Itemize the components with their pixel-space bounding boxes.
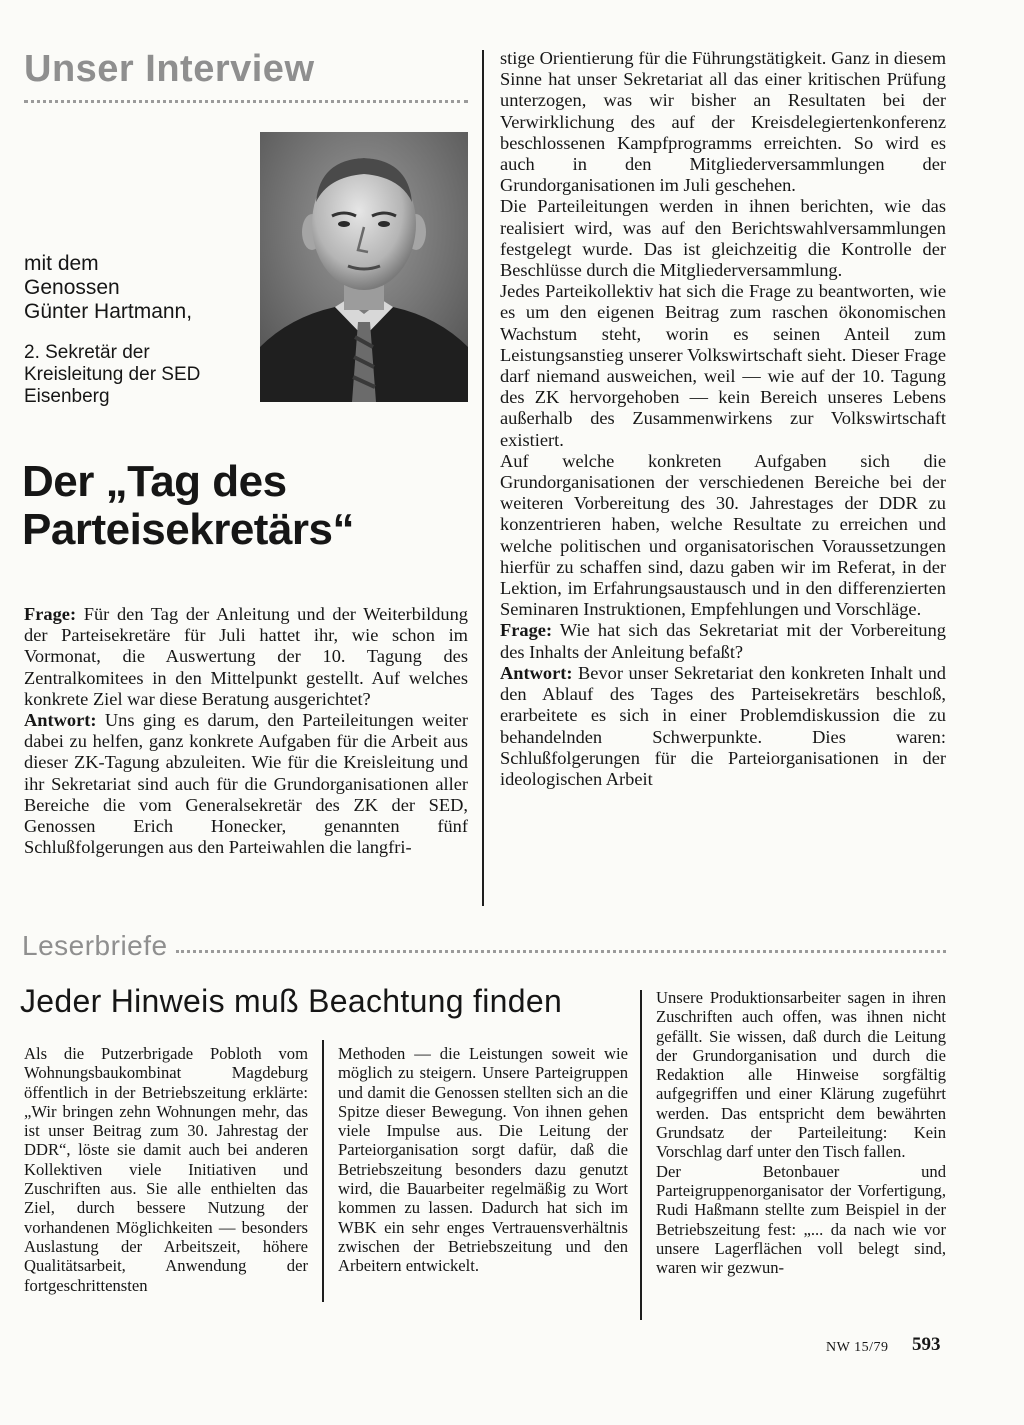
answer-text: Bevor unser Sekretariat den konkreten Inhalt und den Ablauf des Tages des Parteisekretärs beschloß, erarbeitete es sich in einer Problemdiskussion die zu behandelnden Schwerpunkte. Dies waren: Schlußfolgerungen für die Parteiorganisationen in der ideologischen Arbeit <box>500 662 946 789</box>
paragraph: Als die Putzerbrigade Pobloth vom Wohnungsbaukombinat Magdeburg öffentlich in der Betriebszeitung erklärte: „Wir bringen zehn Wohnungen mehr, das ist unser Beitrag zum 30. Jahrestag der DDR“, löste sie damit auch bei anderen Kollektiven viele Initiativen und Zuschriften aus. Sie alle enthielten das Ziel, durch bessere Nutzung der vorhandenen Möglichkeiten — besonders Auslastung der Arbeitszeit, höhere Qualitätsarbeit, Anwendung der fortgeschrittensten <box>24 1044 308 1295</box>
interview-intro <box>24 252 192 324</box>
letters-column-2 <box>338 1044 628 1276</box>
interview-column-1 <box>24 604 468 858</box>
paragraph: Methoden — die Leistungen soweit wie möglich zu steigern. Unsere Parteigruppen und damit die Genossen stellten sich an die Spitze dieser Bewegung. Von ihnen gehen viele Impulse aus. Die Leitung der Parteiorganisation sorgt dafür, daß die Betriebszeitung besonders dazu genutzt wird, die Bauarbeiter regelmäßig zu Wort kommen zu lassen. Dadurch hat sich im WBK ein sehr enges Vertrauensverhältnis zwischen der Betriebszeitung und den Arbeitern entwickelt. <box>338 1044 628 1276</box>
role-line: 2. Sekretär der <box>24 342 150 363</box>
letters-column-1 <box>24 1044 308 1295</box>
interview-column-2 <box>500 48 946 790</box>
question-text: Wie hat sich das Sekretariat mit der Vorbereitung des Inhalts der Anleitung befaßt? <box>500 620 947 662</box>
question-1 <box>24 604 468 710</box>
issue-label: NW 15/79 <box>826 1340 889 1355</box>
answer-1 <box>24 710 468 858</box>
interview-role <box>24 342 200 408</box>
role-line: Eisenberg <box>24 386 110 407</box>
letters-title-rule <box>176 950 946 953</box>
paragraph: Unsere Produktionsarbeiter sagen in ihren Zuschriften auch offen, was ihnen nicht gefällt. Sie wissen, daß durch die Leitung der Grundorganisation und durch die Redaktion alle Hinweise sorgfältig aufgegriffen und einer Klärung zugeführt werden. Das entspricht dem bewährten Grundsatz der Parteileitung: Kein Vorschlag darf unter den Tisch fallen. <box>656 988 946 1162</box>
headline-line: Der „Tag des <box>22 457 287 506</box>
paragraph: Die Parteileitungen werden in ihnen berichten, wie das realisiert wird, was auf den Berichtswahlversammlungen festgelegt wurde. Das ist gleichzeitig die Kontrolle der Beschlüsse durch die Mitgliederversammlung. <box>500 196 946 281</box>
letters-divider-2 <box>640 990 642 1320</box>
question-text: Für den Tag der Anleitung und der Weiterbildung der Parteisekretäre für Juli hattet ihr, wie schon im Vormonat, die Auswertung der 10. Tagung des Zentralkomitees in den Mittelpunkt gestellt. Auf welches konkrete Ziel war diese Beratung ausgerichtet? <box>24 604 468 709</box>
paragraph: Der Betonbauer und Parteigruppenorganisator der Vorfertigung, Rudi Haßmann stellte zum Beispiel in der Betriebszeitung fest: „... da nach wie vor unsere Lagerflächen voll belegt sind, waren wir gezwun- <box>656 1161 946 1278</box>
letters-column-3 <box>656 988 946 1277</box>
letters-divider-1 <box>322 1040 324 1302</box>
portrait-illustration <box>260 132 468 402</box>
headline-line: Parteisekretärs“ <box>22 505 355 554</box>
intro-line: Genossen <box>24 276 120 299</box>
intro-line: Günter Hartmann, <box>24 300 193 323</box>
question-label: Frage: <box>500 620 553 641</box>
answer-text: Uns ging es darum, den Parteileitungen weiter dabei zu helfen, ganz konkrete Aufgaben für die Arbeit aus dieser ZK-Tagung abzuleiten. Wie für die Kreisleitung und ihr Sekretariat sind auch für die Grundorganisationen aller Bereiche die vom Generalsekretär des ZK der SED, Genossen Erich Honecker, genannten fünf Schlußfolgerungen aus den Parteiwahlen die langfri- <box>24 710 468 858</box>
question-label: Frage: <box>24 604 77 624</box>
intro-line: mit dem <box>24 252 99 275</box>
page-number: 593 <box>912 1334 941 1355</box>
role-line: Kreisleitung der SED <box>24 364 201 385</box>
answer-label: Antwort: <box>500 662 573 683</box>
interview-section-title: Unser Interview <box>24 48 315 90</box>
interview-column-divider <box>482 50 484 906</box>
letters-section-title: Leserbriefe <box>22 930 168 961</box>
interview-headline <box>22 458 354 554</box>
interview-title-rule <box>24 100 468 103</box>
answer-2 <box>500 663 946 790</box>
paragraph: Jedes Parteikollektiv hat sich die Frage zu beantworten, wie es um den eigenen Beitrag zum raschen ökonomischen Wachstum steht, worin es seinen Anteil zum Leistungsanstieg unserer Volkswirtschaft sieht. Dieser Frage darf niemand ausweichen, weil — wie auf der 10. Tagung des ZK hervorgehoben — kein Bereich unseres Lebens außerhalb des Zusammenwirkens zur Volkswirtschaft existiert. <box>500 281 946 450</box>
portrait-photo <box>260 132 468 402</box>
letters-headline: Jeder Hinweis muß Beachtung finden <box>20 983 563 1019</box>
answer-label: Antwort: <box>24 710 97 731</box>
question-2 <box>500 620 946 662</box>
paragraph: Auf welche konkreten Aufgaben sich die Grundorganisationen der verschiedenen Bereiche bei der weiteren Vorbereitung des 30. Jahrestages der DDR zu konzentrieren haben, welche Resultate zu erreichen und welche politischen und organisatorischen Voraussetzungen hierfür zu schaffen sind, dazu gaben wir im Referat, in der Lektion, im Erfahrungsaustausch und in den differenzierten Seminaren Instruktionen, Empfehlungen und Vorschläge. <box>500 450 946 620</box>
paragraph: stige Orientierung für die Führungstätigkeit. Ganz in diesem Sinne hat unser Sekretariat all das einer kritischen Prüfung unterzogen, was wir bisher an Resultaten bei der Verwirklichung des auf der Kreisdelegiertenkonferenz beschlossenen Kampfprogramms erreichten. So wird es auch in den Mitgliederversammlungen der Grundorganisationen im Juli geschehen. <box>500 48 946 196</box>
